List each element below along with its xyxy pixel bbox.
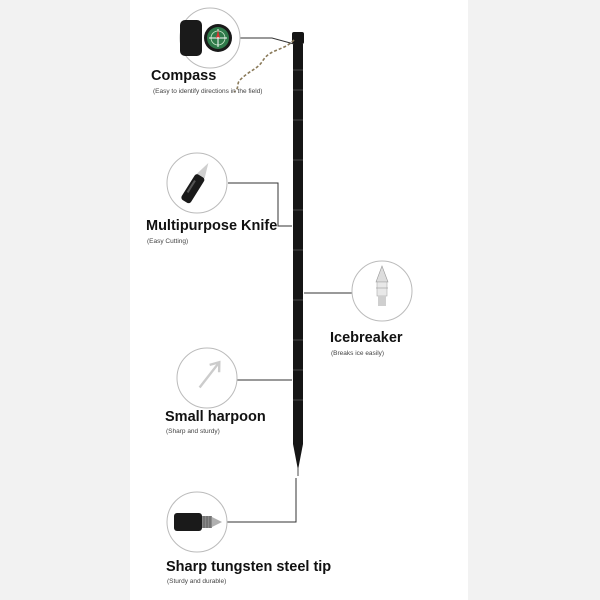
feature-title-harpoon: Small harpoon	[165, 409, 266, 425]
leader-line-tip	[227, 478, 296, 522]
feature-subtitle-harpoon: (Sharp and sturdy)	[166, 428, 220, 435]
knife-icon	[167, 153, 227, 213]
feature-title-compass: Compass	[151, 68, 217, 84]
feature-subtitle-knife: (Easy Cutting)	[147, 238, 189, 245]
lanyard-cord	[234, 40, 294, 92]
feature-title-icebreaker: Icebreaker	[330, 330, 403, 346]
feature-subtitle-compass: (Easy to identify directions in the field)	[153, 88, 263, 95]
harpoon-icon	[177, 348, 237, 408]
leader-line-compass	[240, 38, 294, 44]
trekking-pole	[292, 32, 304, 476]
feature-subtitle-icebreaker: (Breaks ice easily)	[331, 350, 385, 357]
feature-title-knife: Multipurpose Knife	[146, 218, 278, 234]
icebreaker-icon	[352, 261, 412, 321]
feature-subtitle-tip: (Sturdy and durable)	[167, 578, 227, 585]
feature-title-tip: Sharp tungsten steel tip	[166, 559, 332, 575]
tungsten-tip-icon	[167, 492, 227, 552]
compass-icon	[180, 8, 240, 68]
